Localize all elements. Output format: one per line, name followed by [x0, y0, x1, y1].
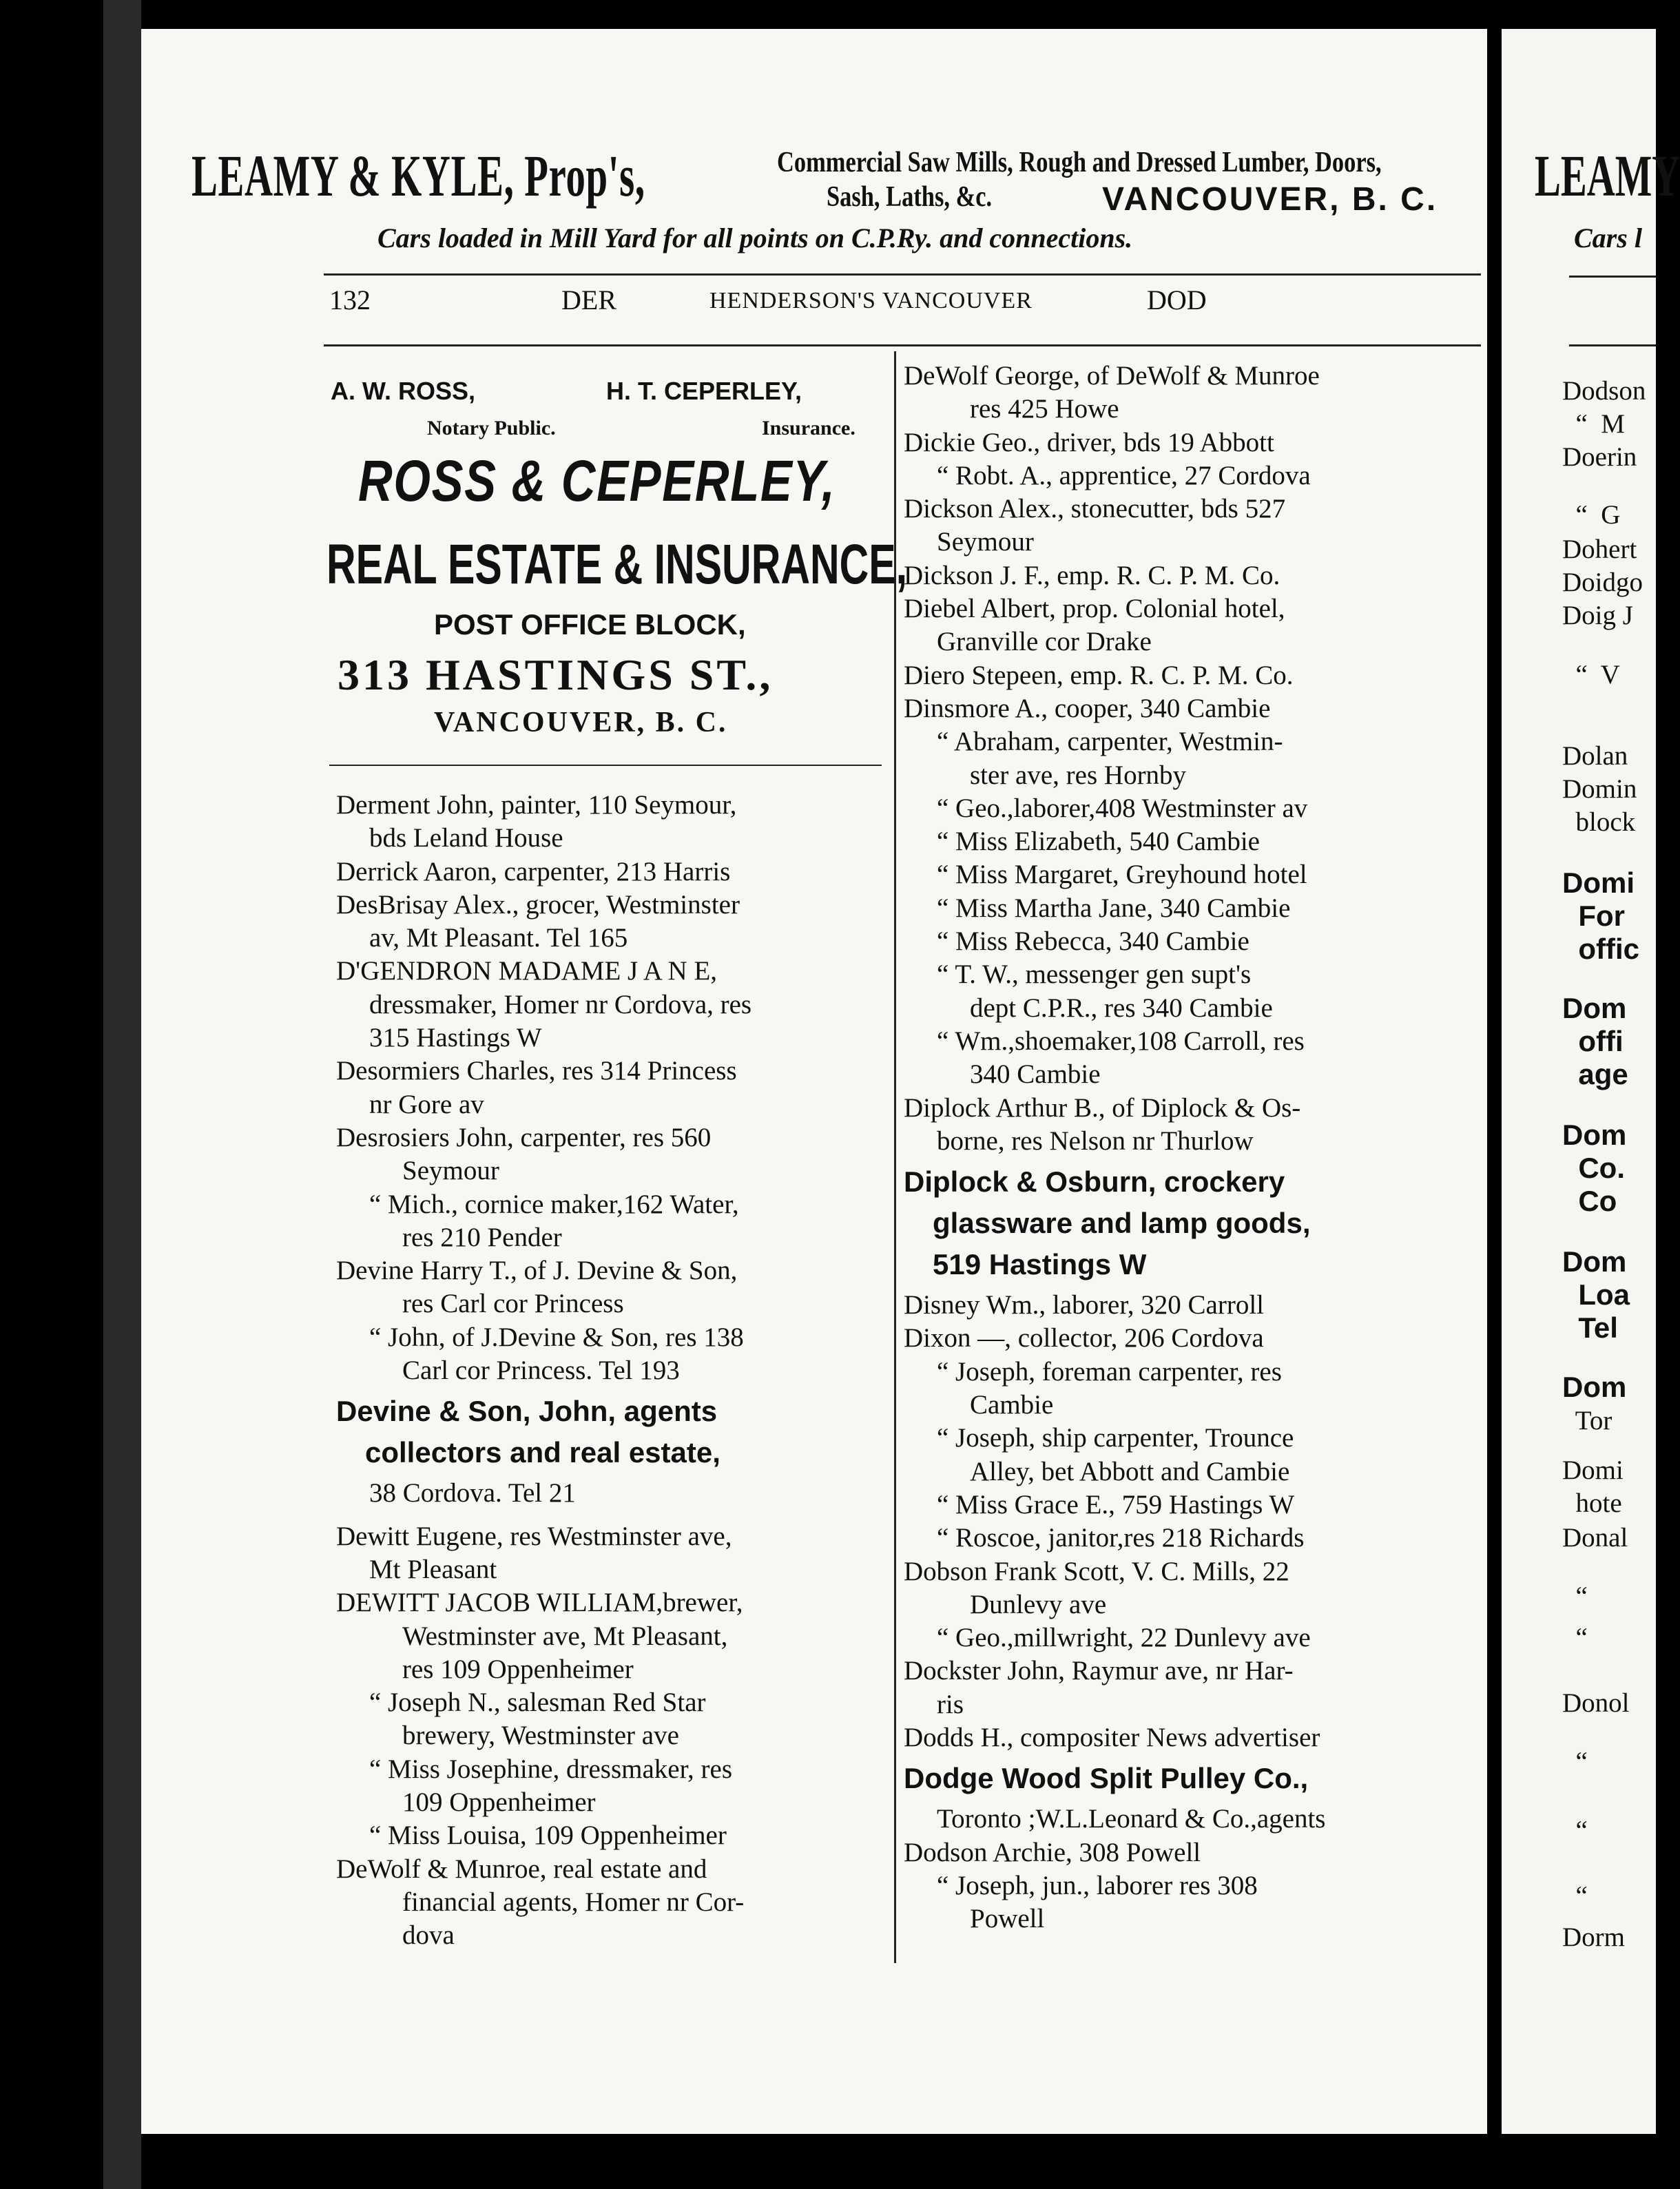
directory-entry-line: “ Roscoe, janitor,res 218 Richards [937, 1523, 1305, 1553]
directory-entry-line: res Carl cor Princess [402, 1289, 624, 1319]
header-rule-bottom [324, 344, 1481, 346]
directory-entry-line: av, Mt Pleasant. Tel 165 [369, 923, 628, 953]
next-page-entry-fragment: Dom [1562, 1371, 1627, 1403]
directory-entry-line: res 425 Howe [970, 394, 1119, 424]
directory-entry-line: Diebel Albert, prop. Colonial hotel, [904, 594, 1285, 624]
directory-entry-line: “ Mich., cornice maker,162 Water, [369, 1189, 739, 1219]
directory-entry-line: Disney Wm., laborer, 320 Carroll [904, 1290, 1265, 1320]
directory-entry-line: 109 Oppenheimer [402, 1787, 596, 1818]
directory-entry-line: Mt Pleasant [369, 1554, 497, 1584]
directory-entry-line: Powell [970, 1904, 1045, 1934]
next-page-entry-fragment: block [1562, 807, 1636, 837]
directory-entry-line: D'GENDRON MADAME J A N E, [336, 956, 718, 986]
banner-products-line1: Commercial Saw Mills, Rough and Dressed Lumber, Doors, [777, 147, 1382, 178]
directory-entry-line: 315 Hastings W [369, 1023, 542, 1053]
next-page-entry-fragment: Tel [1562, 1311, 1618, 1344]
directory-entry-line: Dickie Geo., driver, bds 19 Abbott [904, 427, 1274, 457]
directory-entry-line: Granville cor Drake [937, 627, 1152, 657]
directory-entry-line: Dickson J. F., emp. R. C. P. M. Co. [904, 560, 1280, 590]
directory-entry-line: “ Geo.,laborer,408 Westminster av [937, 793, 1308, 823]
directory-entry-line: Devine Harry T., of J. Devine & Son, [336, 1256, 738, 1286]
directory-entry-line: “ Joseph, foreman carpenter, res [937, 1356, 1282, 1387]
next-page-rule-top [1569, 276, 1656, 278]
directory-entry-line: brewery, Westminster ave [402, 1721, 679, 1751]
directory-entry-line: DesBrisay Alex., grocer, Westminster [336, 889, 740, 920]
directory-entry-line: “ Miss Josephine, dressmaker, res [369, 1754, 732, 1784]
page-title: HENDERSON'S VANCOUVER [709, 288, 1033, 313]
next-page-entry-fragment: “ [1562, 1747, 1588, 1776]
display-advertisement-line: Diplock & Osburn, crockery [904, 1165, 1285, 1199]
directory-entry-line: “ Miss Louisa, 109 Oppenheimer [369, 1820, 727, 1851]
next-page-entry-fragment: offic [1562, 933, 1639, 965]
directory-entry-line: Dobson Frank Scott, V. C. Mills, 22 [904, 1556, 1289, 1586]
right-column [904, 360, 1469, 1936]
next-page-entry-fragment: “ [1562, 1881, 1588, 1911]
banner-company-name: LEAMY & KYLE, Prop's, [191, 143, 645, 209]
display-advertisement-line: collectors and real estate, [365, 1436, 720, 1469]
directory-entry-line: dova [402, 1920, 455, 1951]
next-page-entry-fragment: Doerin [1562, 442, 1637, 472]
ad-business: REAL ESTATE & INSURANCE, [326, 533, 908, 596]
next-page-entry-fragment: Doidgo [1562, 568, 1643, 597]
next-page-entry-fragment: Donol [1562, 1688, 1630, 1718]
directory-entry-line: Carl cor Princess. Tel 193 [402, 1356, 680, 1386]
directory-entry-line: Seymour [402, 1156, 499, 1186]
directory-entry-line: Dodson Archie, 308 Powell [904, 1837, 1201, 1867]
ad-city: VANCOUVER, B. C. [434, 707, 728, 738]
next-page-entry-fragment: offi [1562, 1025, 1624, 1057]
directory-entry-line: dressmaker, Homer nr Cordova, res [369, 989, 752, 1019]
next-page-entry-fragment: Dolan [1562, 741, 1628, 771]
book-spine-edge [103, 0, 141, 2189]
directory-entry-line: Dinsmore A., cooper, 340 Cambie [904, 693, 1271, 723]
directory-entry-line: “ Miss Grace E., 759 Hastings W [937, 1489, 1295, 1519]
directory-entry-line: bds Leland House [369, 823, 563, 853]
ad-left-name: A. W. ROSS, [331, 377, 476, 405]
directory-entry-line: ster ave, res Hornby [970, 760, 1187, 790]
directory-entry-line: Derment John, painter, 110 Seymour, [336, 790, 737, 820]
directory-entry-line: “ Joseph, ship carpenter, Trounce [937, 1423, 1294, 1453]
banner-products-line2: Sash, Laths, &c. [827, 181, 993, 213]
ad-right-name: H. T. CEPERLEY, [606, 377, 802, 405]
directory-entry-line: Toronto ;W.L.Leonard & Co.,agents [937, 1804, 1326, 1834]
next-page-tagline: Cars l [1574, 222, 1642, 253]
next-page-entry-fragment: Tor [1562, 1406, 1612, 1435]
ad-right-role: Insurance. [762, 417, 855, 439]
display-advertisement-line: Dodge Wood Split Pulley Co., [904, 1762, 1309, 1795]
next-page-entry-fragment: Dom [1562, 1119, 1627, 1151]
next-page-entry-fragment: “ G [1562, 500, 1621, 530]
directory-entry-line: Dixon —, collector, 206 Cordova [904, 1323, 1264, 1353]
next-page-entry-fragment: For [1562, 900, 1625, 932]
directory-entry-line: Dockster John, Raymur ave, nr Har- [904, 1656, 1294, 1686]
directory-entry-line: “ Miss Rebecca, 340 Cambie [937, 926, 1249, 957]
directory-entry-line: Desrosiers John, carpenter, res 560 [336, 1122, 712, 1152]
ad-firm-name: ROSS & CEPERLEY, [358, 448, 836, 513]
next-page-entry-fragment: Donal [1562, 1523, 1628, 1553]
directory-entry-line: “ Geo.,millwright, 22 Dunlevy ave [937, 1623, 1311, 1653]
next-page-entry-fragment: Co. [1562, 1152, 1625, 1184]
next-page-entry-fragment: Co [1562, 1185, 1617, 1217]
left-guide-word: DER [561, 284, 616, 315]
directory-entry-line: nr Gore av [369, 1089, 484, 1119]
next-page-entry-fragment: age [1562, 1058, 1628, 1090]
directory-entry-line: “ Miss Martha Jane, 340 Cambie [937, 893, 1291, 923]
next-page-entry-fragment: Dodson [1562, 376, 1646, 406]
display-advertisement-line: glassware and lamp goods, [933, 1207, 1311, 1240]
display-advertisement-line: 519 Hastings W [933, 1248, 1147, 1281]
next-page-entry-fragment: Dorm [1562, 1922, 1625, 1952]
directory-entry-line: DeWolf George, of DeWolf & Munroe [904, 361, 1320, 391]
directory-entry-line: Cambie [970, 1390, 1054, 1420]
next-page-entry-fragment: Domi [1562, 1455, 1624, 1485]
directory-entry-line: “ Miss Elizabeth, 540 Cambie [937, 827, 1260, 857]
spacer [336, 1511, 887, 1520]
ad-left-role: Notary Public. [427, 417, 556, 439]
next-page-entry-fragment: hote [1562, 1488, 1622, 1518]
directory-entry-line: “ Miss Margaret, Greyhound hotel [937, 860, 1307, 890]
next-page-entry-fragment: Domi [1562, 867, 1635, 899]
directory-entry-line: “ Wm.,shoemaker,108 Carroll, res [937, 1026, 1305, 1056]
ross-ceperley-ad [324, 369, 908, 754]
directory-entry-line: 340 Cambie [970, 1059, 1101, 1090]
next-page-entry-fragment: “ [1562, 1623, 1588, 1652]
next-page-banner: LEAMY [1535, 143, 1680, 209]
directory-entry-line: dept C.P.R., res 340 Cambie [970, 993, 1273, 1023]
directory-entry-line: Westminster ave, Mt Pleasant, [402, 1621, 728, 1651]
ad-address: 313 HASTINGS ST., [338, 650, 774, 699]
directory-entry-line: Seymour [937, 527, 1034, 557]
next-page-entry-fragment: Domin [1562, 774, 1637, 804]
left-column [336, 789, 887, 1953]
next-page-entry-fragment: Dom [1562, 992, 1627, 1024]
next-page-entry-fragment: Doig J [1562, 601, 1633, 630]
directory-entry-line: Dunlevy ave [970, 1589, 1107, 1619]
next-page-entry-fragment: “ [1562, 1816, 1588, 1845]
next-page-entry-fragment: Dom [1562, 1245, 1627, 1278]
next-page-entry-fragment: “ V [1562, 660, 1620, 689]
directory-entry-line: res 109 Oppenheimer [402, 1654, 634, 1684]
header-rule-top [324, 273, 1481, 276]
directory-entry-line: Dewitt Eugene, res Westminster ave, [336, 1521, 732, 1551]
page-number: 132 [329, 284, 371, 315]
directory-entry-line: Dodds H., compositer News advertiser [904, 1722, 1320, 1752]
directory-entry-line: Alley, bet Abbott and Cambie [970, 1456, 1290, 1486]
banner-tagline: Cars loaded in Mill Yard for all points on C.P.Ry. and connections. [377, 222, 1133, 253]
next-page-rule-bottom [1569, 344, 1656, 346]
next-page-entry-fragment: “ M [1562, 409, 1625, 439]
directory-entry-line: Diero Stepeen, emp. R. C. P. M. Co. [904, 660, 1294, 690]
banner-city: VANCOUVER, B. C. [1102, 181, 1438, 218]
directory-entry-line: borne, res Nelson nr Thurlow [937, 1125, 1254, 1156]
directory-entry-line: DEWITT JACOB WILLIAM,brewer, [336, 1588, 743, 1618]
next-page-entry-fragment: Dohert [1562, 535, 1637, 564]
directory-entry-line: “ Robt. A., apprentice, 27 Cordova [937, 460, 1311, 490]
ad-post-office-block: POST OFFICE BLOCK, [434, 608, 746, 641]
next-page-entry-fragment: Loa [1562, 1278, 1630, 1311]
next-page-entry-fragment: “ [1562, 1581, 1588, 1611]
directory-entry-line: “ Joseph N., salesman Red Star [369, 1688, 706, 1718]
directory-entry-line: Diplock Arthur B., of Diplock & Os- [904, 1092, 1301, 1123]
directory-entry-line: Dickson Alex., stonecutter, bds 527 [904, 494, 1286, 524]
ad-bottom-rule [329, 765, 882, 766]
directory-entry-line: financial agents, Homer nr Cor- [402, 1887, 745, 1917]
directory-entry-line: Desormiers Charles, res 314 Princess [336, 1056, 737, 1086]
directory-entry-line: DeWolf & Munroe, real estate and [336, 1854, 707, 1884]
directory-entry-line: ris [937, 1689, 964, 1719]
directory-entry-line: “ T. W., messenger gen supt's [937, 959, 1252, 990]
directory-entry-line: “ Abraham, carpenter, Westmin- [937, 727, 1283, 757]
right-guide-word: DOD [1147, 284, 1207, 315]
directory-entry-line: “ Joseph, jun., laborer res 308 [937, 1870, 1258, 1900]
directory-entry-line: Derrick Aaron, carpenter, 213 Harris [336, 856, 731, 886]
directory-entry-line: res 210 Pender [402, 1222, 562, 1252]
directory-entry-line: 38 Cordova. Tel 21 [369, 1478, 576, 1508]
directory-entry-line: “ John, of J.Devine & Son, res 138 [369, 1322, 744, 1352]
display-advertisement-line: Devine & Son, John, agents [336, 1395, 718, 1428]
